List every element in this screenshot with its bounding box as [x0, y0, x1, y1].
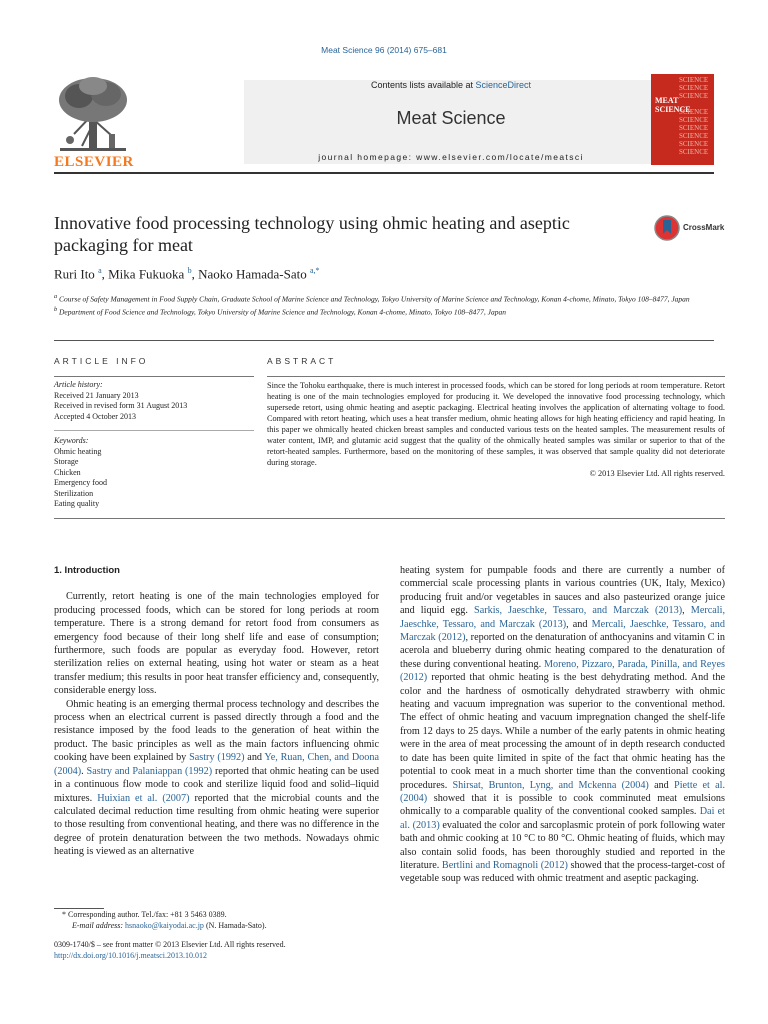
abstract-bottom-divider	[54, 518, 725, 519]
cover-word: SCIENCE	[679, 116, 709, 124]
history-label: Article history:	[54, 380, 103, 389]
body-column-right	[400, 564, 725, 886]
text-run: reported that ohmic heating is the best dehydrating method. And the color and the hardness of osmotically dehydrated strawberry with ohmic heating and vacuum impregnation was superior to the conventional method. The effect of ohmic heating and vacuum impregnation changed the shelf-life from 12 days to 25 days. While a number of the early patents in ohmic heating were in the area of meat processing the amount of in depth research conducted to date has been quite limited in spite of the fact that ohmic heating has the potential to cook meat in a much shorter time than the conventional cooking procedures.	[400, 672, 725, 791]
text-run: heating system for pumpable foods and there are currently a number of commercial scale processing plants in various countries (UK, Italy, Mexico) producing fruit and/or vegetables in sauces and also pasteurized orange juice and liquid egg.	[400, 565, 725, 617]
paragraph: Currently, retort heating is one of the main technologies employed for producing processed foods, which can be stored for long periods at room temperature. There is a strong demand for retort food from consumers as emergency food because of their long shelf life and ease of consumption; furthermore, such foods are popular as everyday food. However, retort sterilization relies on external heating, using hot water or steam as a heat transfer medium; this results in poor heat transfer efficiency and, consequently, considerable energy loss.	[54, 591, 379, 697]
cover-word: SCIENCE	[679, 108, 709, 116]
cover-word: SCIENCE	[679, 84, 709, 92]
affiliation-text: Department of Food Science and Technology, Tokyo University of Marine Science and Technology, Konan 4-chome, Minato, Tokyo 108–8477, Japan	[59, 307, 506, 317]
issn-line: 0309-1740/$ – see front matter © 2013 Elsevier Ltd. All rights reserved.	[54, 940, 286, 949]
cover-word: SCIENCE	[679, 92, 709, 100]
history-item: Received 21 January 2013	[54, 390, 139, 400]
abstract-heading: ABSTRACT	[267, 356, 337, 366]
article-title: Innovative food processing technology using ohmic heating and aseptic packaging for meat	[54, 213, 570, 255]
affiliation-a	[54, 292, 714, 305]
citation-link[interactable]: Dai et al. (2013)	[400, 806, 726, 831]
affiliation-mark: a	[54, 293, 58, 300]
publication-info	[54, 939, 384, 961]
section-heading-introduction: 1. Introduction	[54, 565, 120, 576]
cover-word: SCIENCE	[679, 124, 709, 132]
article-info-heading: ARTICLE INFO	[54, 356, 149, 366]
article-info-divider	[54, 376, 254, 377]
email-suffix: (N. Hamada-Sato).	[203, 920, 267, 930]
text-run: and	[648, 779, 675, 791]
affiliations	[54, 292, 714, 318]
abstract	[267, 380, 725, 479]
keyword-item: Eating quality	[54, 499, 100, 508]
text-run: showed that the process-target-cost of vegetable soup was reduced with ohmic treatment and aseptic packaging.	[400, 859, 725, 885]
citation-link[interactable]: Mercali, Jaeschke, Tessaro, and Marczak (2012)	[400, 618, 725, 644]
abstract-divider	[267, 376, 725, 377]
cover-word: SCIENCE	[679, 76, 709, 84]
citation-link[interactable]: Sastry (1992)	[189, 752, 245, 764]
affiliation-text: Course of Safety Management in Food Supply Chain, Graduate School of Marine Science and Technology, Tokyo University of Marine Science and Technology, Konan 4-chome, Minato, Tokyo 108–8477, Japan	[59, 294, 690, 304]
citation-link[interactable]: Sastry and Palaniappan (1992)	[86, 765, 213, 777]
citation-link[interactable]: Ye, Ruan, Chen, and Doona (2004)	[54, 752, 379, 777]
tree-icon	[54, 74, 132, 154]
citation-link[interactable]: Bertlini and Romagnoli (2012)	[441, 859, 568, 871]
contents-line	[244, 80, 658, 90]
email-label: E-mail address:	[72, 920, 124, 930]
citation-link[interactable]: Piette et al. (2004)	[400, 779, 725, 804]
footnote-mark: *	[62, 910, 66, 919]
keyword-item: Sterilization	[54, 488, 94, 498]
author-name: Naoko Hamada-Sato	[198, 266, 307, 282]
affiliation-mark[interactable]: a,*	[310, 266, 320, 275]
keyword-item: Chicken	[54, 467, 81, 477]
text-run: .	[81, 765, 87, 777]
paragraph	[54, 698, 379, 859]
history-item: Received in revised form 31 August 2013	[54, 401, 188, 410]
body-column-left	[54, 564, 379, 859]
doi-link[interactable]: http://dx.doi.org/10.1016/j.meatsci.2013.10.012	[54, 951, 207, 960]
email-line	[54, 921, 384, 932]
crossmark-label: CrossMark	[683, 223, 725, 232]
keyword-item: Storage	[54, 457, 79, 466]
journal-banner	[244, 80, 658, 164]
citation-link[interactable]: Mercali, Jaeschke, Tessaro, and Marczak (2013)	[400, 605, 725, 630]
text-run: reported that the microbial counts and the calculated decimal reduction time resulting from ohmic heating were superior to those resulting from conventional heating, and there was no difference in the degree of protein denaturation between the two methods. Nowadays ohmic heating is viewed as an alternative	[54, 792, 379, 858]
journal-title: Meat Science	[396, 108, 506, 128]
history-item: Accepted 4 October 2013	[54, 411, 136, 421]
citation-link[interactable]: Sarkis, Jaeschke, Tessaro, and Marczak (2013)	[474, 605, 683, 617]
paragraph	[400, 564, 725, 886]
text-run: showed that it is possible to cook comminuted meat emulsions ohmically to a comparable quality of the conventional cooked samples.	[400, 792, 725, 818]
citation-link[interactable]: Huixian et al. (2007)	[97, 792, 190, 804]
affiliation-b	[54, 305, 714, 318]
cover-title: MEAT SCIENCE	[655, 96, 691, 114]
citation-link[interactable]: Shirsat, Brunton, Lyng, and Mckenna (2004)	[452, 779, 649, 791]
email-link[interactable]: hsnaoko@kaiyodai.ac.jp	[125, 920, 204, 930]
publisher-name: ELSEVIER	[54, 154, 134, 170]
keywords	[54, 436, 254, 510]
journal-masthead	[54, 70, 714, 170]
text-run: , and	[566, 618, 592, 630]
copyright-notice: © 2013 Elsevier Ltd. All rights reserved.	[589, 469, 725, 478]
text-run: reported that ohmic heating can be used in a continuous flow mode to cook and sterilize liquid food and solid–liquid mixtures.	[54, 765, 379, 804]
history-divider	[54, 430, 254, 431]
cover-word: SCIENCE	[679, 140, 709, 148]
text-run: and	[244, 752, 265, 764]
corresponding-line	[54, 910, 384, 921]
affiliation-mark[interactable]: a	[98, 266, 102, 275]
text-run: evaluated the color and sarcoplasmic protein of pork following water bath and ohmic cooking at 10 °C to 80 °C. Ohmic heating of fluids, which may also contain solid foods, has been thoroughly studied and reported in the literature.	[400, 819, 725, 871]
cover-word: SCIENCE	[679, 132, 709, 140]
keywords-label: Keywords:	[54, 436, 89, 445]
header-divider	[54, 172, 714, 174]
affiliation-mark[interactable]: b	[187, 266, 192, 275]
abstract-text: Since the Tohoku earthquake, there is much interest in processed foods, which can be stored for long periods at room temperature. Retort heating is one of the main technologies employed for producing it. We developed the innovative food processing technology, which supersede retort, using ohmic heating and aseptic packaging. Electrical heating involves the application of alternating voltage to food. Compared with retort heating, which uses a heat transfer medium, ohmic heating allows for high heating efficiency and rapid heating. In this paper we ohmically heated chicken breast samples and conducted various tests on the heated samples. The measurement results of water content, IMP, and glutamic acid suggest that the quality of the ohmically heated samples was similar or superior to that of the retort-heated samples. Furthermore, based on the monitoring of these samples, it was observed that sample quality did not deteriorate during storage.	[267, 381, 725, 467]
text-run: , reported on the denaturation of anthocyanins and vitamin C in acerola and blueberry during ohmic heating compared to the denaturation of these during conventional heating.	[400, 632, 725, 670]
crossmark-icon	[654, 213, 680, 243]
author-name: Mika Fukuoka	[108, 266, 185, 282]
text-run: Ohmic heating is an emerging thermal process technology and describes the process when an electrical current is passed directly through a food and the resistance imposed by the food leads to the generation of heat within the product. The basic principles as well as the main factors influencing ohmic cooking have been explained by	[54, 698, 379, 764]
crossmark-badge[interactable]	[654, 213, 744, 243]
citation-link[interactable]: Moreno, Pizzaro, Parada, Pinilla, and Reyes (2012)	[400, 658, 725, 684]
journal-reference[interactable]: Meat Science 96 (2014) 675–681	[321, 45, 447, 55]
sciencedirect-link[interactable]: ScienceDirect	[475, 80, 532, 90]
section-divider	[54, 340, 714, 341]
journal-homepage[interactable]: journal homepage: www.elsevier.com/locate/meatsci	[318, 152, 584, 162]
corresponding-text: Corresponding author. Tel./fax: +81 3 5463 0389.	[68, 910, 227, 919]
author-list: Ruri Ito $^a$, Mika Fukuoka $^b$, Naoko Hamada-Sato $^{a,*}$	[54, 266, 320, 282]
keyword-item: Ohmic heating	[54, 446, 102, 456]
text-run: ,	[682, 605, 691, 617]
corresponding-author-footnote	[54, 907, 384, 931]
keyword-item: Emergency food	[54, 478, 107, 487]
author-name: Ruri Ito	[54, 266, 95, 282]
contents-prefix: Contents lists available at	[370, 80, 476, 90]
journal-cover-thumbnail	[651, 74, 714, 165]
elsevier-tree-logo	[54, 74, 134, 170]
article-history	[54, 380, 254, 422]
affiliation-mark: b	[54, 306, 58, 313]
cover-word: SCIENCE	[679, 148, 709, 156]
